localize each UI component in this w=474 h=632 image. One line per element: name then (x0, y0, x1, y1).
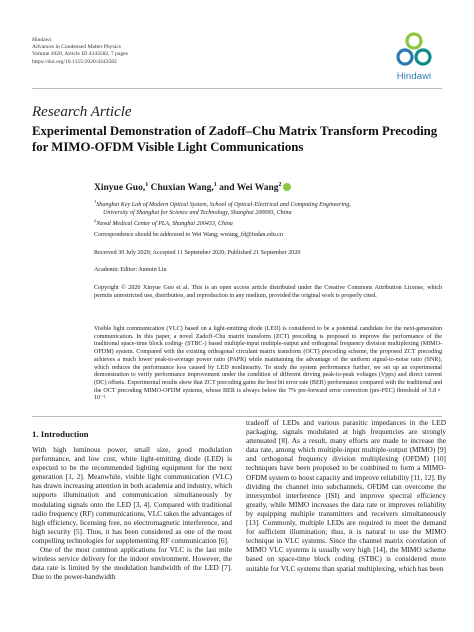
article-type: Research Article (32, 104, 132, 120)
affiliations (94, 198, 444, 229)
correspondence: Correspondence should be addressed to Wei Wang; wwang_fd@fudan.edu.cn (94, 232, 284, 238)
body-paragraph: tradeoff of LEDs and various parasitic impedances in the LED packaging, signals modulated at high frequencies are strongly attenuated [8]. As a result, many efforts are made to increase the data rate, among which multiple-input multiple-output (MIMO) [9] and orthogonal frequency division multiplexing (OFDM) [10] techniques have been proposed to be combined to form a MIMO-OFDM system to boost capacity and improve reliability [11, 12]. By dividing the channel into subchannels, OFDM can overcome the intersymbol interference (ISI) and improve spectral efficiency greatly, while MIMO increases the data rate or improves reliability by equipping multiple transmitters and receivers simultaneously [13]. Commonly, multiple LEDs are required to meet the demand for sufficient illumination; thus, it is natural to use the MIMO technique in VLC systems. Since the channel matrix correlation of MIMO VLC systems is usually very high [14], the MIMO scheme based on space-time block coding (STBC) is considered more suitable for VLC systems than spatial multiplexing, which has been (246, 418, 446, 573)
orcid-icon[interactable] (283, 183, 291, 191)
academic-editor: Academic Editor: Junmin Liu (94, 267, 167, 273)
journal-meta (32, 37, 128, 66)
body-paragraph: With high luminous power, small size, good modulation performance, and low cost, white light-emitting diode (LED) is expected to be the recommended lighting equipment for the next generation [1, 2]. Meanwhile, visible light communication (VLC) has drawn increasing attention in both academia and industry, which supports illumination and communication simultaneously by modulating signals onto the LED [3, 4]. Compared with traditional radio frequency (RF) communications, VLC takes the advantages of high efficiency, licensing free, no electromagnetic interference, and high security [5]. Thus, it has been considered as one of the most compelling technologies for supplementing RF communication [6]. (32, 445, 232, 545)
author-list (94, 182, 291, 193)
hindawi-rings-icon (395, 32, 433, 70)
copyright-notice: Copyright © 2020 Xinyue Guo et al. This is an open access article distributed under the Creative Commons Attribution License, which permits unrestricted use, distribution, and reproduction in any medium, provided the original work is properly cited. (94, 285, 442, 299)
body-column-right (246, 418, 446, 573)
journal-name: Advances in Condensed Matter Physics (32, 44, 121, 51)
header-divider (32, 88, 442, 89)
publisher-name: Hindawi (32, 37, 52, 43)
abstract: Visible light communication (VLC) based on a light-emitting diode (LED) is considered to be a potential candidate for the next-generation communication. In this paper, a novel Zadoff–Chu matrix transform (ZCT) precoding is proposed to improve the performance of the traditional space-time block coding- (STBC-) based multiple-input multiple-output and orthogonal frequency division multiplexing (MIMO-OFDM) system. Compared with the existing orthogonal circulant matrix transform (OCT) precoding scheme, the proposed ZCT precoding achieves a much lower peak-to-average power ratio (PAPR) while maintaining the advantage of the uniform signal-to-noise ratio (SNR), which reduces the performance loss caused by LED nonlinearity. To study the system performance further, we set up an experimental demonstration to verify performance improvement under the condition of different driving peak-to-peak voltages (Vpps) and direct current (DC) offsets. Experimental results show that ZCT precoding gains the best bit error rate (BER) performance compared with the traditional and the OCT precoding MIMO-OFDM systems, whose BER is always below the 7% pre-forward error correction (pre-FEC) threshold of 3.8 × 10⁻³. (94, 326, 442, 402)
paper-title: Experimental Demonstration of Zadoff–Chu Matrix Transform Precoding for MIMO-OFDM Visible Light Communications (32, 124, 438, 154)
author-affiliation-mark: 1 (213, 182, 217, 188)
author-name[interactable]: Chuxian Wang, (148, 183, 214, 194)
affiliation-1: $^1$Shanghai Key Lab of Modern Optical System, School of Optical-Electrical and Computing Engineering, (94, 199, 351, 209)
hindawi-logo (392, 32, 436, 82)
volume-line: Volume 2020, Article ID 4343582, 7 pages (32, 51, 128, 58)
author-affiliation-mark: 2 (278, 182, 282, 188)
body-column-left (32, 445, 232, 581)
section-divider (32, 416, 442, 417)
body-paragraph: One of the most common applications for VLC is the last mile wireless service delivery for the indoor environment. However, the data rate is limited by the modulation bandwidth of the LED [7]. Due to the power-bandwidth (32, 545, 232, 582)
publication-dates: Received 30 July 2020; Accepted 11 September 2020; Published 21 September 2020 (94, 250, 301, 256)
hindawi-logo-text: Hindawi (396, 71, 432, 82)
doi-link[interactable]: https://doi.org/10.1155/2020/4343582 (32, 58, 117, 65)
section-heading: 1. Introduction (32, 429, 89, 439)
affiliation-2: $^2$Naval Medical Center of PLA, Shanghai 200433, China (94, 218, 233, 228)
author-affiliation-mark: 1 (145, 182, 149, 188)
affiliation-1-continued: University of Shanghai for Science and Technology, Shanghai 200093, China (103, 209, 292, 216)
author-name[interactable]: Xinyue Guo, (94, 183, 146, 194)
author-name[interactable]: and Wei Wang (216, 183, 279, 194)
